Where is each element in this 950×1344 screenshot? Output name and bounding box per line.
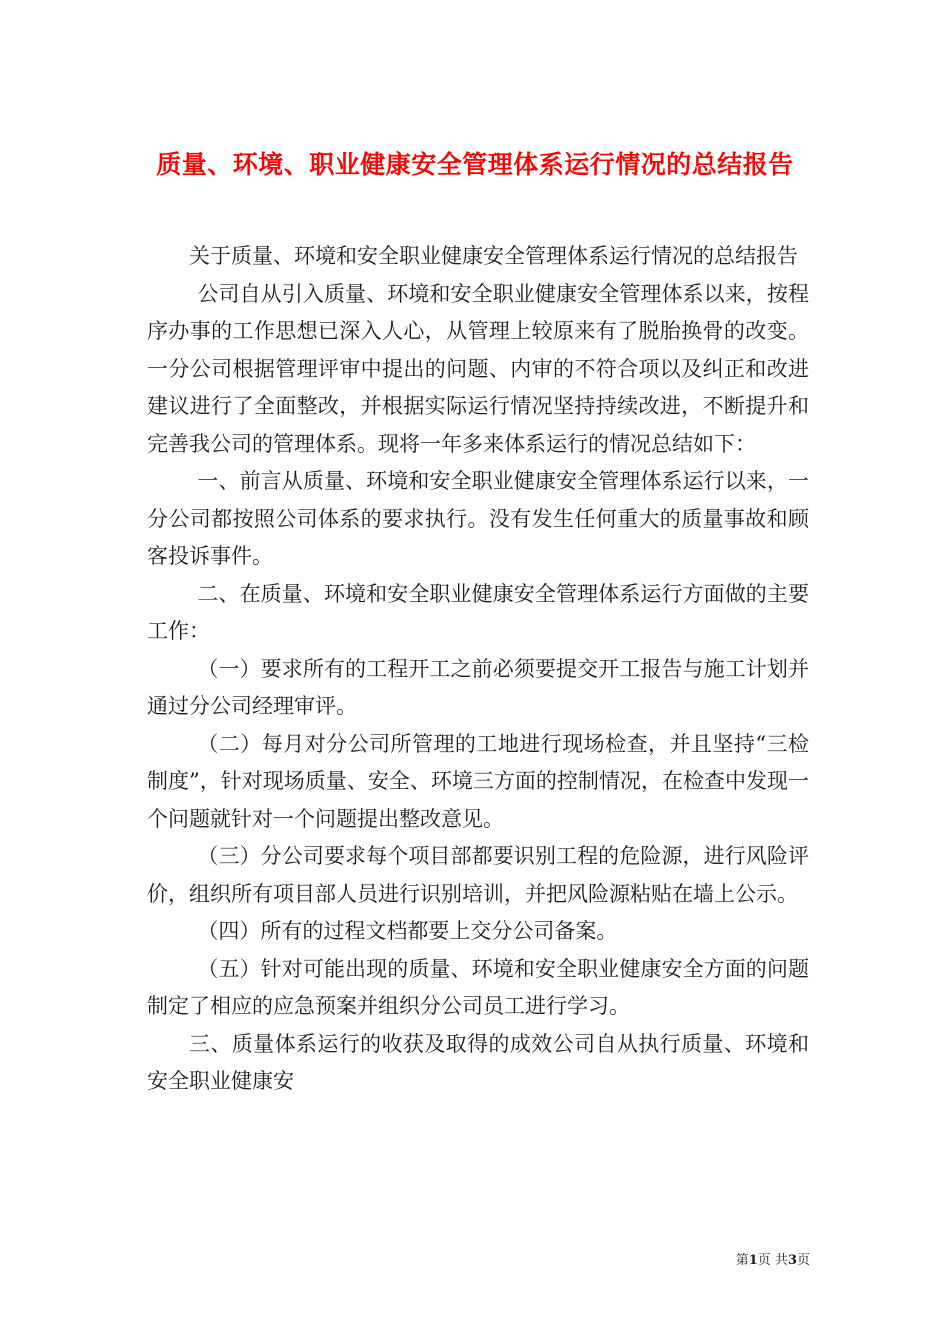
footer-prefix: 第 [735, 1253, 749, 1268]
intro-paragraph: 公司自从引入质量、环境和安全职业健康安全管理体系以来，按程序办事的工作思想已深入人心，从管理上较原来有了脱胎换骨的改变。一分公司根据管理评审中提出的问题、内审的不符合项以及纠正和改进建议进行了全面整改，并根据实际运行情况坚持持续改进，不断提升和完善我公司的管理体系。现将一年多来体系运行的情况总结如下： [147, 281, 809, 456]
document-body [147, 238, 809, 1101]
total-page-number: 3 [787, 1253, 797, 1268]
item-two-paragraph: （二）每月对分公司所管理的工地进行现场检查，并且坚持“三检制度”，针对现场质量、安全、环境三方面的控制情况，在检查中发现一个问题就针对一个问题提出整改意见。 [147, 731, 809, 831]
footer-middle: 页 共 [757, 1253, 788, 1268]
item-four-paragraph: （四）所有的过程文档都要上交分公司备案。 [197, 919, 618, 943]
item-one-paragraph: （一）要求所有的工程开工之前必须要提交开工报告与施工计划并通过分公司经理审评。 [147, 656, 809, 718]
section-three-paragraph: 三、质量体系运行的收获及取得的成效公司自从执行质量、环境和安全职业健康安 [147, 1031, 809, 1093]
item-five-paragraph: （五）针对可能出现的质量、环境和安全职业健康安全方面的问题制定了相应的应急预案并组织分公司员工进行学习。 [147, 956, 809, 1018]
report-subtitle-paragraph: 关于质量、环境和安全职业健康安全管理体系运行情况的总结报告 [189, 244, 798, 268]
current-page-number: 1 [748, 1253, 758, 1268]
footer-suffix: 页 [796, 1253, 810, 1268]
item-three-paragraph: （三）分公司要求每个项目部都要识别工程的危险源，进行风险评价，组织所有项目部人员进行识别培训，并把风险源粘贴在墙上公示。 [147, 844, 809, 906]
document-title: 质量、环境、职业健康安全管理体系运行情况的总结报告 [156, 149, 794, 179]
section-one-paragraph: 一、前言从质量、环境和安全职业健康安全管理体系运行以来，一分公司都按照公司体系的要求执行。没有发生任何重大的质量事故和顾客投诉事件。 [147, 469, 809, 568]
page-number-footer [736, 1249, 810, 1268]
section-two-paragraph: 二、在质量、环境和安全职业健康安全管理体系运行方面做的主要工作： [147, 581, 809, 643]
